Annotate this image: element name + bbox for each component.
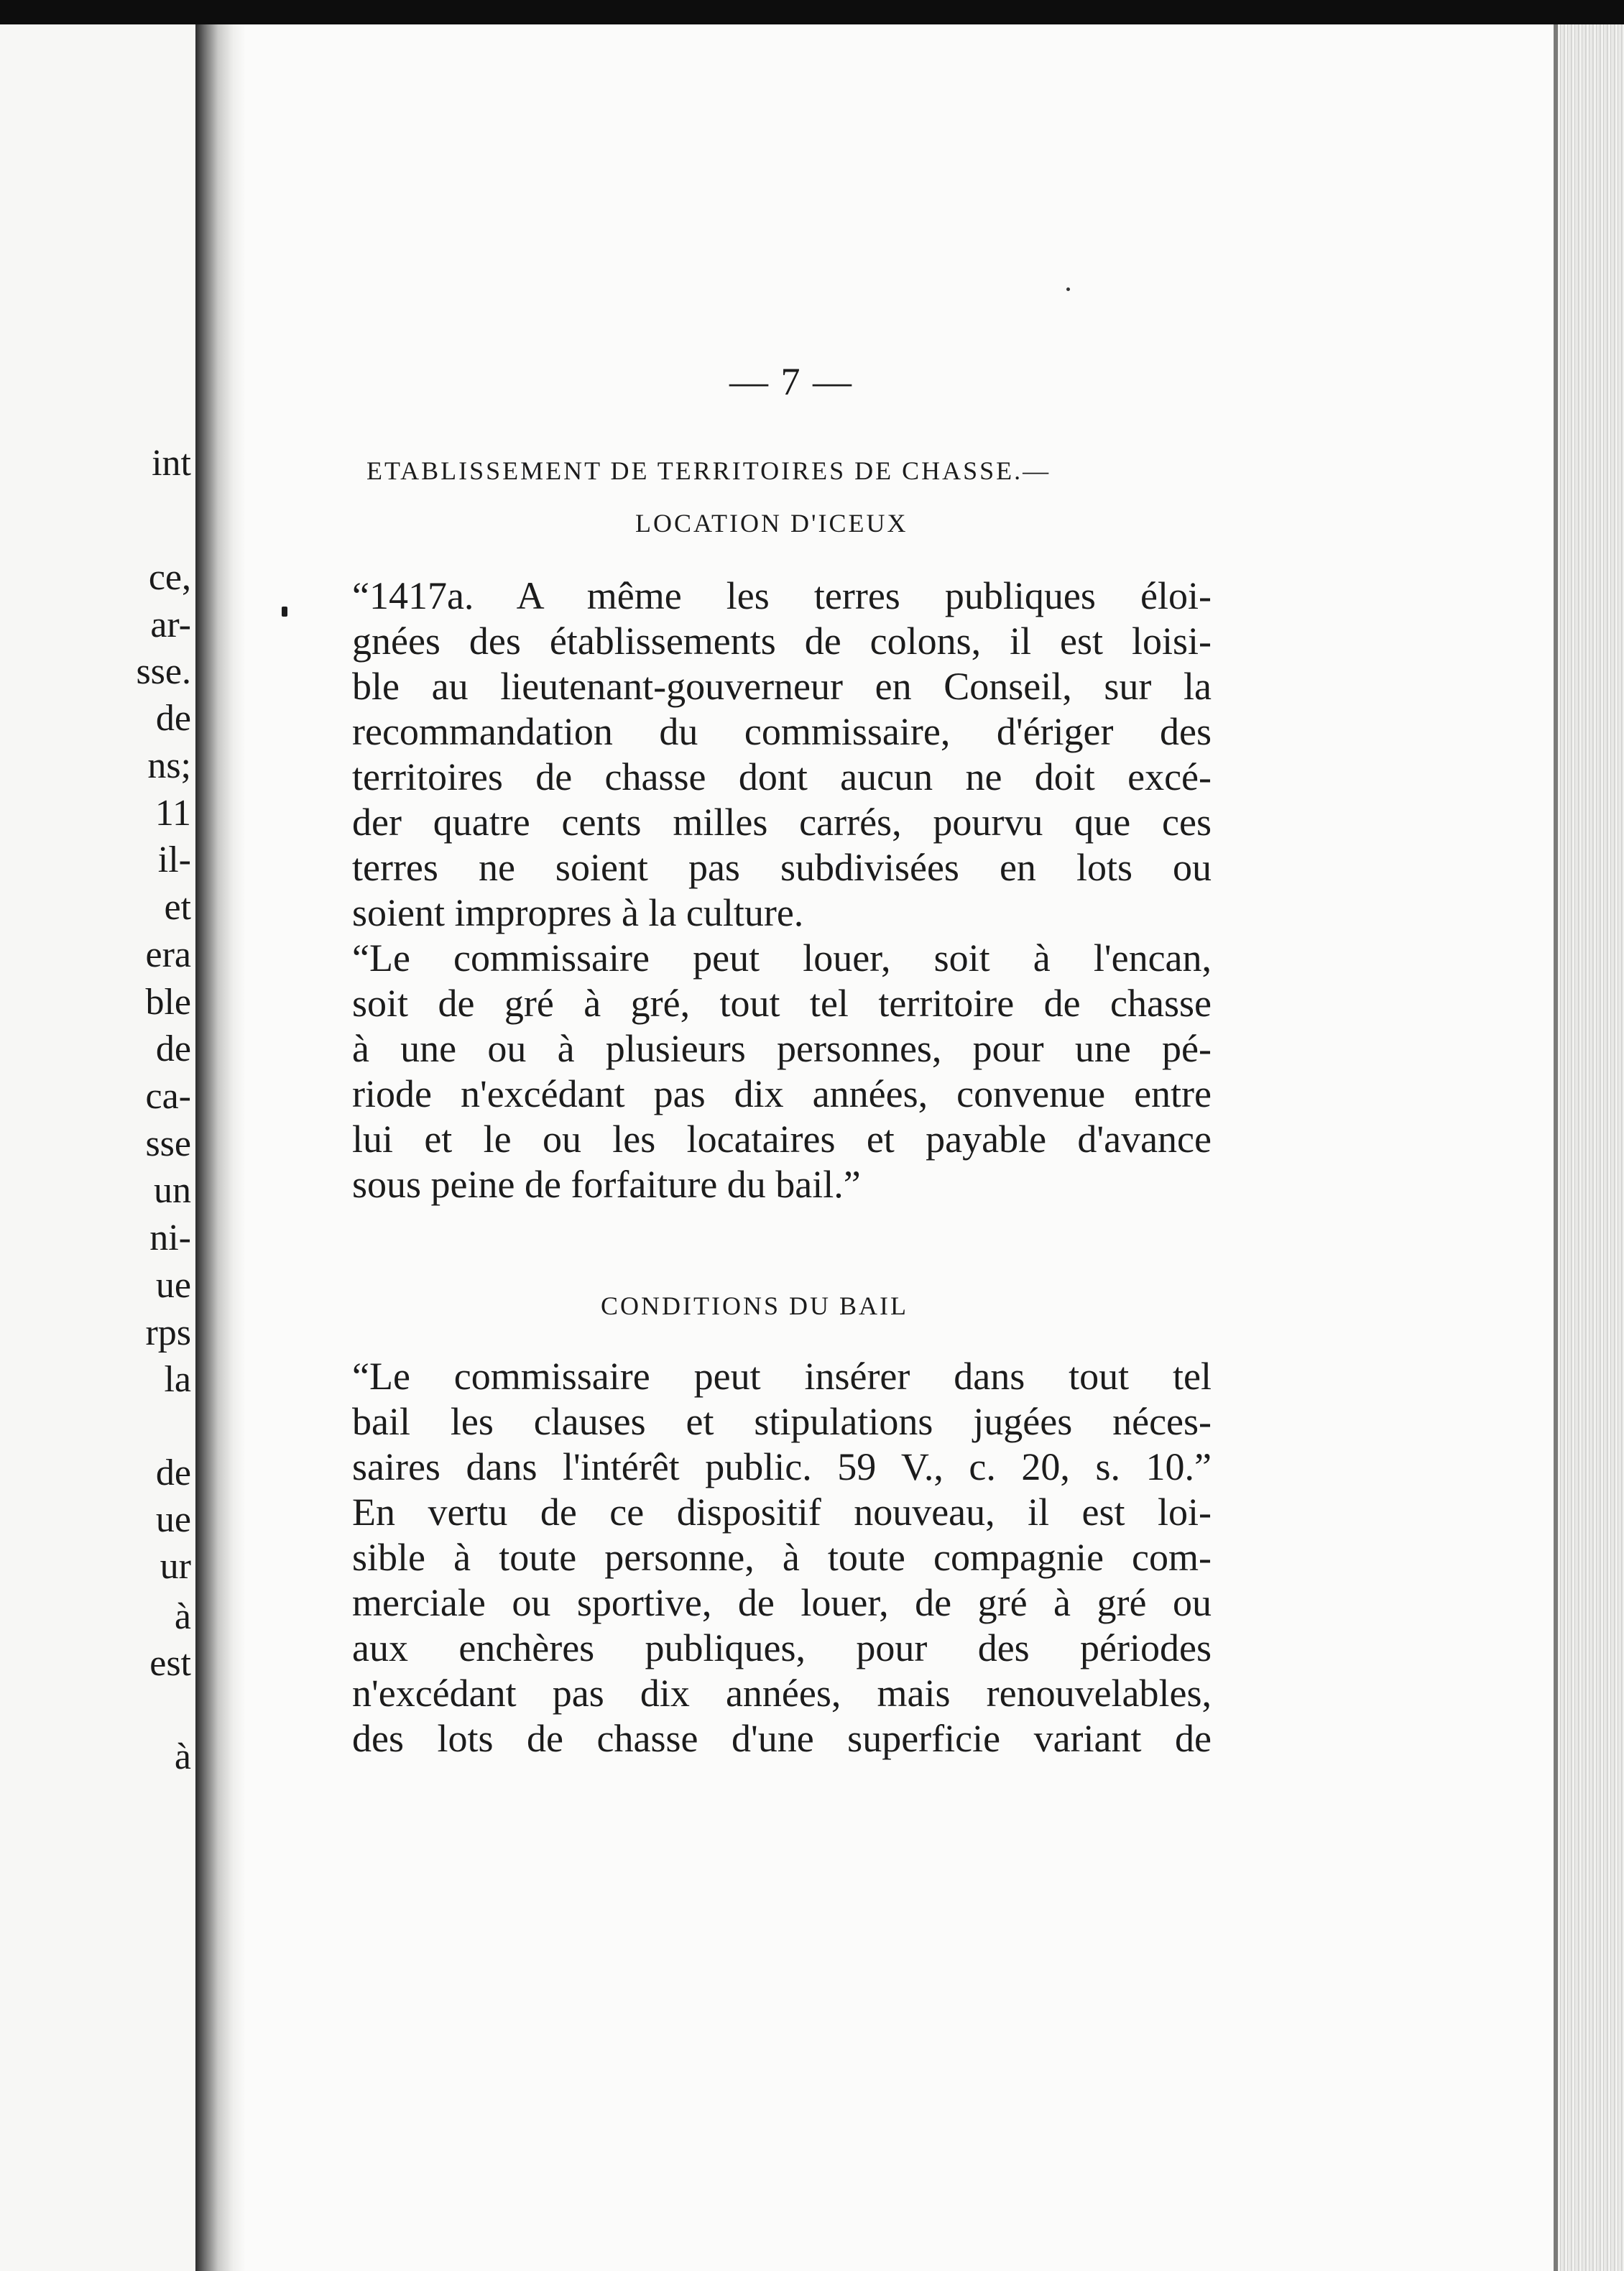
text-line: à une ou à plusieurs personnes, pour une pé-	[352, 1027, 1212, 1070]
text-line: terres ne soient pas subdivisées en lots ou	[352, 846, 1212, 889]
left-page-fragment: rps	[145, 1312, 191, 1353]
margin-mark	[282, 607, 287, 617]
previous-page-strip	[0, 24, 195, 2271]
text-line: “Le commissaire peut insérer dans tout tel	[352, 1355, 1212, 1398]
left-page-fragment: 11	[154, 793, 191, 834]
text-line: merciale ou sportive, de louer, de gré à gré ou	[352, 1581, 1212, 1624]
text-line: lui et le ou les locataires et payable d'avance	[352, 1118, 1212, 1161]
left-page-fragment: il-	[157, 839, 191, 880]
book-gutter-shadow	[195, 24, 246, 2271]
left-page-fragment: int	[152, 443, 191, 484]
section-heading: ETABLISSEMENT DE TERRITOIRES DE CHASSE.—	[366, 456, 1051, 485]
left-page-fragment: et	[164, 887, 191, 928]
text-line: bail les clauses et stipulations jugées néces-	[352, 1400, 1212, 1443]
text-line: En vertu de ce dispositif nouveau, il est loi-	[352, 1491, 1212, 1534]
section-heading: CONDITIONS DU BAIL	[601, 1291, 908, 1320]
page-edge-stack	[1554, 24, 1624, 2271]
text-line: soient impropres à la culture.	[352, 891, 804, 934]
text-line: aux enchères publiques, pour des périodes	[352, 1626, 1212, 1669]
text-line: “Le commissaire peut louer, soit à l'encan,	[352, 936, 1212, 980]
left-page-fragment: ar-	[150, 604, 191, 645]
text-line: riode n'excédant pas dix années, convenue entre	[352, 1072, 1212, 1115]
left-page-fragment: ur	[160, 1546, 191, 1587]
left-page-fragment: ca-	[145, 1076, 191, 1117]
page-number: — 7 —	[729, 360, 853, 403]
left-page-fragment: ble	[145, 982, 191, 1023]
left-page-fragment: la	[164, 1359, 191, 1400]
left-page-fragment: ue	[155, 1265, 191, 1306]
left-page-fragment: à	[174, 1736, 191, 1777]
text-line: “1417a. A même les terres publiques éloi-	[352, 574, 1212, 617]
text-line: territoires de chasse dont aucun ne doit excé-	[352, 755, 1212, 798]
text-line: ble au lieutenant-gouverneur en Conseil, sur la	[352, 665, 1212, 708]
text-line: des lots de chasse d'une superficie variant de	[352, 1717, 1212, 1760]
left-page-fragment: sse	[145, 1123, 191, 1164]
left-page-fragment: ce,	[148, 557, 191, 598]
left-page-fragment: de	[155, 1452, 191, 1493]
left-page-fragment: de	[155, 1028, 191, 1069]
left-page-fragment: ns;	[147, 745, 191, 786]
text-line: soit de gré à gré, tout tel territoire de chasse	[352, 982, 1212, 1025]
text-line: der quatre cents milles carrés, pourvu que ces	[352, 801, 1212, 844]
section-subheading: LOCATION D'ICEUX	[635, 509, 908, 538]
left-page-fragment: de	[155, 698, 191, 739]
text-line: saires dans l'intérêt public. 59 V., c. 20, s. 10.”	[352, 1445, 1212, 1488]
left-page-fragment: era	[145, 934, 191, 975]
text-line: gnées des établissements de colons, il est loisi-	[352, 619, 1212, 663]
text-line: recommandation du commissaire, d'ériger des	[352, 710, 1212, 753]
text-line: sous peine de forfaiture du bail.”	[352, 1163, 861, 1206]
left-page-fragment: sse.	[136, 651, 191, 692]
left-page-fragment: à	[174, 1596, 191, 1637]
left-page-fragment: ue	[155, 1499, 191, 1540]
text-line: n'excédant pas dix années, mais renouvelables,	[352, 1672, 1212, 1715]
text-line: sible à toute personne, à toute compagnie com-	[352, 1536, 1212, 1579]
left-page-fragment: un	[154, 1170, 191, 1211]
left-page-fragment: ni-	[149, 1217, 191, 1258]
left-page-fragment: est	[149, 1643, 191, 1684]
paper-speck	[1066, 287, 1070, 291]
